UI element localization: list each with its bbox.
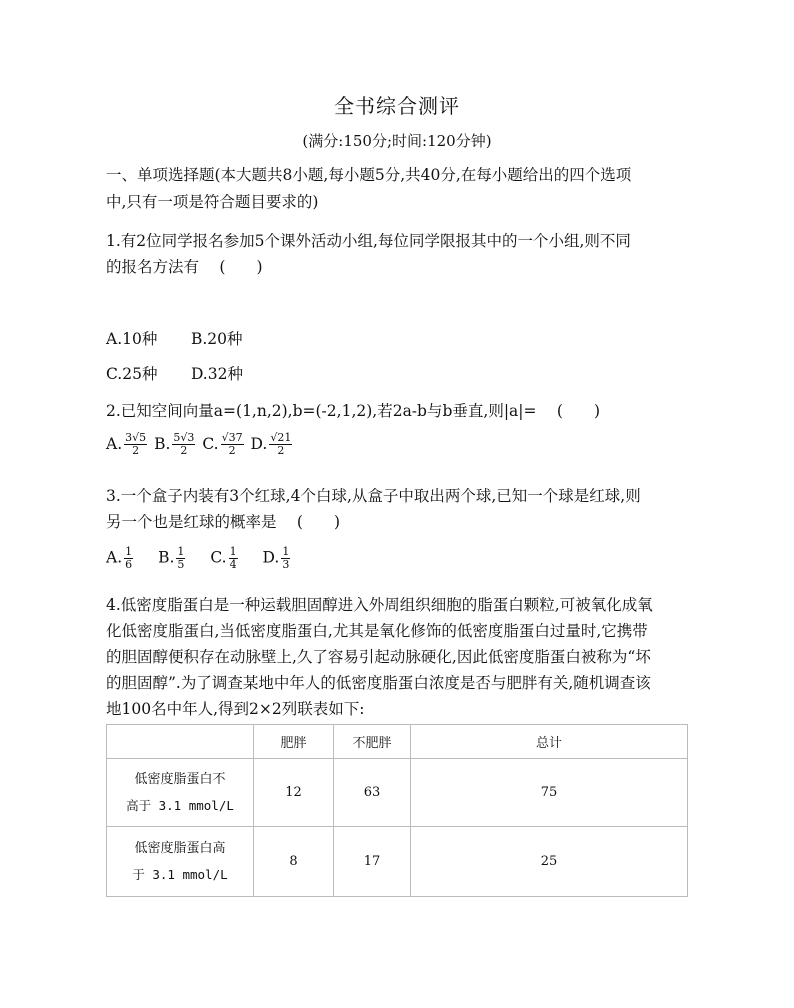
q2-option-c[interactable] <box>202 431 245 457</box>
fraction <box>172 432 195 457</box>
q2-options <box>106 432 294 457</box>
table-cell: 8 <box>254 827 334 897</box>
table-row <box>107 827 688 897</box>
denominator: 2 <box>228 444 236 457</box>
fraction <box>124 546 133 571</box>
table-cell: 17 <box>334 827 411 897</box>
q2-option-d[interactable] <box>250 431 295 457</box>
denominator: 5 <box>177 558 185 571</box>
numerator: 1 <box>125 545 133 558</box>
section-heading-line1: 一、单项选择题(本大题共8小题,每小题5分,共40分,在每小题给出的四个选项 <box>106 166 632 184</box>
q2-option-b[interactable] <box>154 431 197 457</box>
section-heading-line2: 中,只有一项是符合题目要求的) <box>106 193 319 211</box>
q3-option-b[interactable] <box>158 546 187 571</box>
q4-stem-line4: 的胆固醇”.为了调查某地中年人的低密度脂蛋白浓度是否与肥胖有关,随机调查该 <box>106 674 651 692</box>
table-header-row <box>107 725 688 759</box>
numerator: √37 <box>221 431 243 444</box>
fraction <box>229 546 238 571</box>
option-label: C. <box>202 434 219 453</box>
q1-option-a[interactable]: A.10种 <box>106 330 158 348</box>
q3-stem-line2: 另一个也是红球的概率是 ( ) <box>106 513 341 531</box>
fraction <box>124 432 147 457</box>
fraction <box>269 432 292 457</box>
fraction <box>176 546 185 571</box>
table-cell: 63 <box>334 759 411 827</box>
table-cell: 75 <box>411 759 688 827</box>
q1-option-b[interactable]: B.20种 <box>190 330 243 348</box>
table-header-cell: 总计 <box>411 725 688 759</box>
q1-stem-line2: 的报名方法有 ( ) <box>106 258 263 276</box>
option-label: A. <box>106 548 123 567</box>
numerator: √21 <box>270 431 292 444</box>
q4-stem-line2: 化低密度脂蛋白,当低密度脂蛋白,尤其是氧化修饰的低密度脂蛋白过量时,它携带 <box>106 622 648 640</box>
table-row-label <box>107 759 254 827</box>
denominator: 2 <box>132 444 140 457</box>
q4-stem-line5: 地100名中年人,得到2×2列联表如下: <box>106 700 365 718</box>
table-header-cell <box>107 725 254 759</box>
table-header-cell: 肥胖 <box>254 725 334 759</box>
denominator: 2 <box>180 444 188 457</box>
option-label: B. <box>154 434 171 453</box>
denominator: 3 <box>282 558 290 571</box>
table-header-cell: 不肥胖 <box>334 725 411 759</box>
numerator: 3√5 <box>125 431 147 444</box>
q2-option-a[interactable] <box>106 431 149 457</box>
option-label: C. <box>210 548 227 567</box>
q3-option-c[interactable] <box>210 546 239 571</box>
option-label: B. <box>158 548 175 567</box>
numerator: 5√3 <box>173 431 195 444</box>
option-label: D. <box>262 548 280 567</box>
q1-options-row2 <box>106 362 261 384</box>
denominator: 6 <box>125 558 133 571</box>
q4-stem-line1: 4.低密度脂蛋白是一种运载胆固醇进入外周组织细胞的脂蛋白颗粒,可被氧化成氧 <box>106 596 653 614</box>
q4-stem-line3: 的胆固醇便积存在动脉壁上,久了容易引起动脉硬化,因此低密度脂蛋白被称为“坏 <box>106 648 651 666</box>
label-line: 低密度脂蛋白不 <box>134 771 226 787</box>
q3-options <box>106 546 310 571</box>
exam-info: (满分:150分;时间:120分钟) <box>302 132 492 150</box>
label-line: 低密度脂蛋白高 <box>134 840 226 856</box>
q3-option-a[interactable] <box>106 546 135 571</box>
table-row-label <box>107 827 254 897</box>
numerator: 1 <box>177 545 185 558</box>
table-row <box>107 759 688 827</box>
table-cell: 12 <box>254 759 334 827</box>
label-line: 于 3.1 mmol/L <box>132 866 228 882</box>
denominator: 4 <box>229 558 237 571</box>
q3-stem-line1: 3.一个盒子内装有3个红球,4个白球,从盒子中取出两个球,已知一个球是红球,则 <box>106 487 641 505</box>
contingency-table <box>106 724 688 897</box>
fraction <box>221 432 244 457</box>
numerator: 1 <box>229 545 237 558</box>
q2-stem: 2.已知空间向量a=(1,n,2),b=(-2,1,2),若2a-b与b垂直,则|a|= ( ) <box>106 402 601 420</box>
q1-stem-line1: 1.有2位同学报名参加5个课外活动小组,每位同学限报其中的一个小组,则不同 <box>106 232 631 250</box>
q1-options-row1 <box>106 327 260 349</box>
q3-option-d[interactable] <box>263 546 293 571</box>
q1-option-d[interactable]: D.32种 <box>190 365 243 383</box>
numerator: 1 <box>282 545 290 558</box>
q1-option-c[interactable]: C.25种 <box>106 365 158 383</box>
fraction <box>281 546 290 571</box>
label-line: 高于 3.1 mmol/L <box>126 797 234 813</box>
option-label: A. <box>106 434 123 453</box>
option-label: D. <box>250 434 268 453</box>
denominator: 2 <box>277 444 285 457</box>
table-cell: 25 <box>411 827 688 897</box>
page-title: 全书综合测评 <box>334 94 460 118</box>
